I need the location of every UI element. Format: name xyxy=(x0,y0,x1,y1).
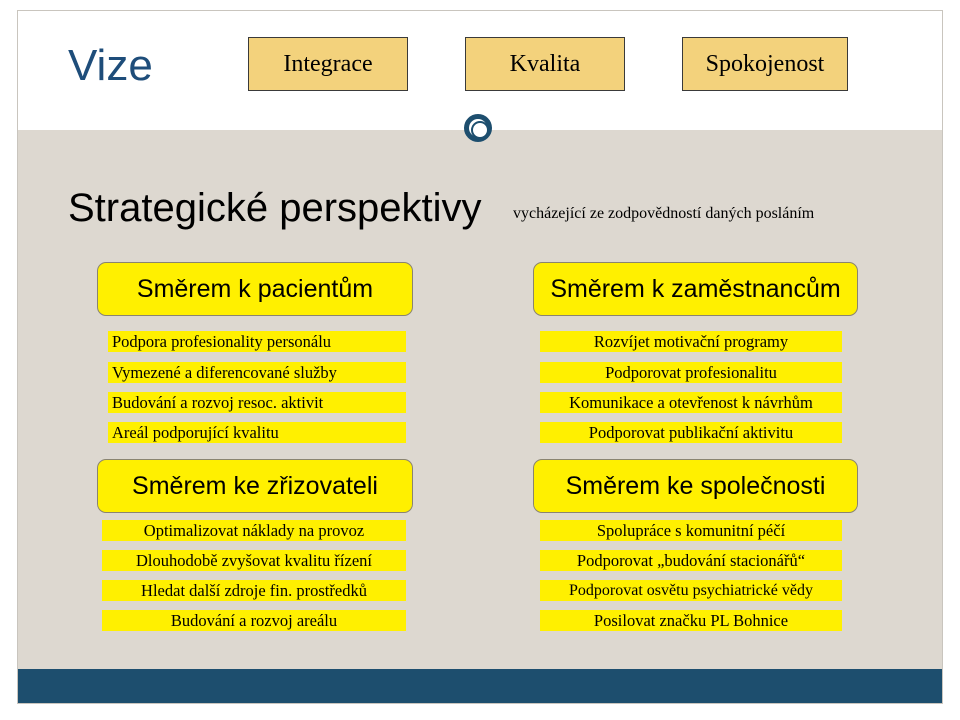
list-item: Podporovat osvětu psychiatrické vědy xyxy=(540,580,842,601)
list-item: Budování a rozvoj resoc. aktivit xyxy=(108,392,406,413)
list-item: Hledat další zdroje fin. prostředků xyxy=(102,580,406,601)
section-heading-employees: Směrem k zaměstnancům xyxy=(533,262,858,316)
list-item: Podpora profesionality personálu xyxy=(108,331,406,352)
vision-box-kvalita: Kvalita xyxy=(465,37,625,91)
list-item: Optimalizovat náklady na provoz xyxy=(102,520,406,541)
list-item: Areál podporující kvalitu xyxy=(108,422,406,443)
connector-circle-icon xyxy=(464,114,492,142)
list-item: Spolupráce s komunitní péčí xyxy=(540,520,842,541)
list-item: Rozvíjet motivační programy xyxy=(540,331,842,352)
list-item: Budování a rozvoj areálu xyxy=(102,610,406,631)
list-item: Vymezené a diferencované služby xyxy=(108,362,406,383)
list-item: Podporovat profesionalitu xyxy=(540,362,842,383)
vision-box-spokojenost: Spokojenost xyxy=(682,37,848,91)
section-heading-founder: Směrem ke zřizovateli xyxy=(97,459,413,513)
vision-title: Vize xyxy=(68,41,153,90)
list-item: Dlouhodobě zvyšovat kvalitu řízení xyxy=(102,550,406,571)
list-item: Komunikace a otevřenost k návrhům xyxy=(540,392,842,413)
list-item: Podporovat publikační aktivitu xyxy=(540,422,842,443)
vision-box-integrace: Integrace xyxy=(248,37,408,91)
page-title: Strategické perspektivy xyxy=(68,186,482,230)
page-subtitle: vycházející ze zodpovědností daných posláním xyxy=(513,205,815,222)
footer-band xyxy=(18,669,942,703)
section-heading-society: Směrem ke společnosti xyxy=(533,459,858,513)
section-heading-patients: Směrem k pacientům xyxy=(97,262,413,316)
list-item: Podporovat „budování stacionářů“ xyxy=(540,550,842,571)
list-item: Posilovat značku PL Bohnice xyxy=(540,610,842,631)
